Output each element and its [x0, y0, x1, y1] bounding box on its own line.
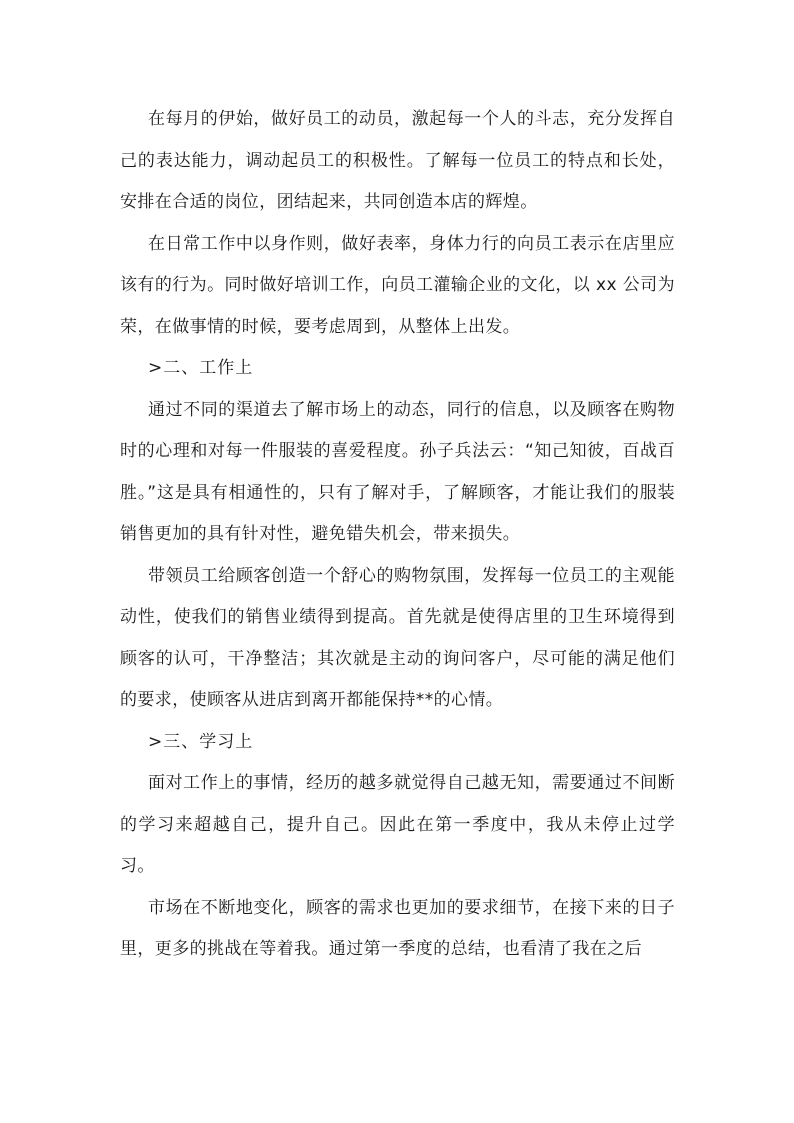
- paragraph-3: 通过不同的渠道去了解市场上的动态，同行的信息，以及顾客在购物时的心理和对每一件服装的喜爱程度。孙子兵法云：“知己知彼，百战百胜。”这是具有相通性的，只有了解对手，了解顾客，才能让我们的服装销售更加的具有针对性，避免错失机会，带来损失。: [120, 399, 675, 544]
- paragraph-4: 带领员工给顾客创造一个舒心的购物氛围，发挥每一位员工的主观能动性，使我们的销售业绩得到提高。首先就是使得店里的卫生环境得到顾客的认可，干净整洁；其次就是主动的询问客户，尽可能的满足他们的要求，使顾客从进店到离开都能保持**的心情。: [120, 565, 675, 710]
- paragraph-5: 面对工作上的事情，经历的越多就觉得自己越无知，需要通过不间断的学习来超越自己，提升自己。因此在第一季度中，我从未停止过学习。: [120, 773, 675, 876]
- document-body: [120, 99, 675, 971]
- section-heading-work: >二、工作上: [148, 358, 254, 378]
- paragraph-1: 在每月的伊始，做好员工的动员，激起每一个人的斗志，充分发挥自己的表达能力，调动起员工的积极性。了解每一位员工的特点和长处，安排在合适的岗位，团结起来，共同创造本店的辉煌。: [120, 109, 675, 212]
- section-heading-study: >三、学习上: [148, 731, 254, 752]
- paragraph-6: 市场在不断地变化，顾客的需求也更加的要求细节，在接下来的日子里，更多的挑战在等着我。通过第一季度的总结，也看清了我在之后: [120, 897, 675, 959]
- paragraph-2: 在日常工作中以身作则，做好表率，身体力行的向员工表示在店里应该有的行为。同时做好培训工作，向员工灌输企业的文化，以 xx 公司为荣，在做事情的时候，要考虑周到，从整体上出发。: [120, 233, 675, 337]
